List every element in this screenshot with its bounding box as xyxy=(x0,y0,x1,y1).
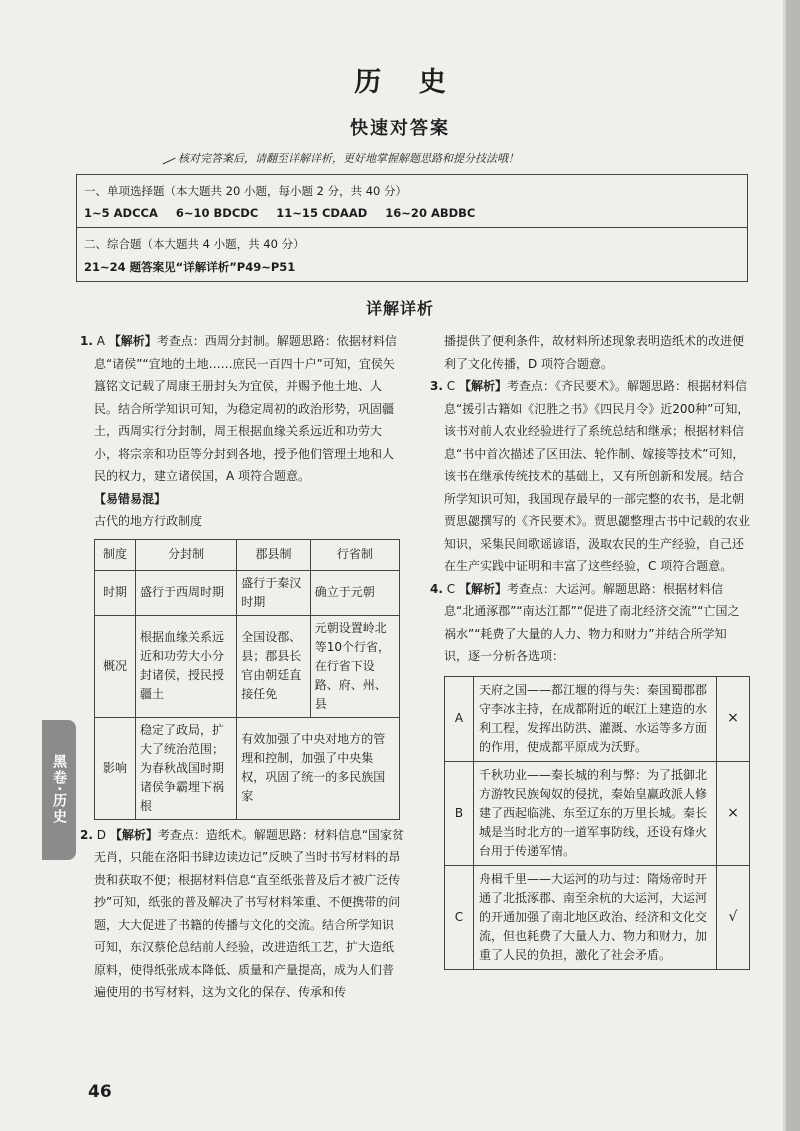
table-row xyxy=(95,570,400,615)
left-column xyxy=(80,330,405,1004)
table-cell: 元朝设置岭北等10个行省，在行省下设路、府、州、县 xyxy=(310,615,399,717)
table-cell: 全国设郡、县；郡县长官由朝廷直接任免 xyxy=(237,615,310,717)
side-tab: 黑卷·历史 xyxy=(42,720,76,860)
page-number: 46 xyxy=(88,1082,112,1102)
quick-answer-title: 快速对答案 xyxy=(350,118,450,139)
table-cell: 稳定了政局，扩大了统治范围；为春秋战国时期诸侯争霸埋下祸根 xyxy=(136,717,237,819)
answer-section-1 xyxy=(77,175,747,228)
section-1-title: 一、单项选择题（本大题共 20 小题，每小题 2 分，共 40 分） xyxy=(84,184,408,198)
check-mark-icon: √ xyxy=(717,865,750,969)
table-cell: 盛行于秦汉时期 xyxy=(237,570,310,615)
question-4: 4. C 【解析】考查点：大运河。解题思路：根据材料信息“北通涿郡”“南达江都”“促进了南北经济交流”“亡国之祸水”“耗费了大量的人力、物力和财力”并结合所学知识，逐一分析各选项： xyxy=(430,581,740,663)
page-title: 历 史 xyxy=(354,67,460,98)
option-text: 舟楫千里——大运河的功与过：隋炀帝时开通了北抵涿郡、南至余杭的大运河，大运河的开通加强了南北地区政治、经济和文化交流，但也耗费了大量人力、物力和财力，加重了人民的负担，激化了社会矛盾。 xyxy=(474,865,717,969)
answer-section-2 xyxy=(77,228,747,281)
answer-group: 6~10 BDCDC xyxy=(175,206,259,220)
detail-section-title: 详解详析 xyxy=(365,299,434,318)
option-row xyxy=(445,676,750,761)
option-text: 千秋功业——秦长城的利与弊：为了抵御北方游牧民族匈奴的侵扰，秦始皇赢政派人修建了西起临洮、东至辽东的万里长城。秦长城是当时北方的一道军事防线，还设有烽火台用于传递军情。 xyxy=(474,761,717,865)
table-row xyxy=(95,717,400,819)
answer-group: 1~5 ADCCA xyxy=(84,206,158,220)
question-3: 3. C 【解析】考查点：《齐民要术》。解题思路：根据材料信息“援引古籍如《氾胜之书》《四民月令》近200种”可知，该书对前人农业经验进行了系统总结和继承；根据材料信息“书中首次描述了区田法、轮作制、嫁接等技术”可知，该书在继承传统技术的基础上，又有所创新和发展。结合所学知识可知，我国现存最早的一部完整的农书，是北朝贾思勰撰写的《齐民要术》。贾思勰整理古书中记载的农业知识，采集民间歌谣谚语，汲取农民的生产经验，自己还在生产实践中证明和丰富了这些经验，C 项符合题意。 xyxy=(430,379,751,573)
question-2: 2. D 【解析】考查点：造纸术。解题思路：材料信息“国家贫无肖，只能在洛阳书肆边读边记”反映了当时书写材料的昂贵和获取不便；根据材料信息“直至纸张普及后才被广泛传抄”可知，纸张的普及解决了书写材料笨重、不便携带的问题，大大促进了书籍的传播与文化的交流。结合所学知识可知，东汉蔡伦总结前人经验，改进造纸工艺，扩大造纸原料，使得纸张成本降低、质量和产量提高，成为人们普遍使用的书写材料，这为文化的保存、传承和传 xyxy=(80,827,405,999)
table-header: 行省制 xyxy=(310,539,399,570)
table-cell: 确立于元朝 xyxy=(310,570,399,615)
wrong-mark-icon: × xyxy=(717,676,750,761)
question-1: 1. A 【解析】考查点：西周分封制。解题思路：依据材料信息“诸侯”“宜地的土地……庶民一百四十户”可知，宜侯矢簋铭文记载了周康王册封夨为宜侯，并赐予他土地、人民。结合所学知识可知，为稳定周初的政治形势，巩固疆土，西周实行分封制，周王根据血缘关系远近和功劳大小，将宗亲和功臣等分封到各地，授予他们管理土地和人民的权力，建立诸侯国，A 项符合题意。 xyxy=(80,334,397,483)
wrong-mark-icon: × xyxy=(717,761,750,865)
row-label: 影响 xyxy=(95,717,136,819)
instruction-note xyxy=(160,150,660,166)
table-header-row xyxy=(95,539,400,570)
table-cell: 根据血缘关系远近和功劳大小分封诸侯，授民授疆土 xyxy=(136,615,237,717)
option-letter: A xyxy=(445,676,474,761)
table-cell: 有效加强了中央对地方的管理和控制，加强了中央集权，巩固了统一的多民族国家 xyxy=(237,717,400,819)
confuse-heading: 【易错易混】 xyxy=(94,491,167,506)
answer-key-box xyxy=(76,174,748,282)
option-letter: C xyxy=(445,865,474,969)
section-2-title: 二、综合题（本大题共 4 小题，共 40 分） xyxy=(84,237,305,251)
section-1-answers xyxy=(84,206,489,220)
answer-group: 11~15 CDAAD xyxy=(276,206,368,220)
question-2-continued: 播提供了便利条件，故材料所述现象表明造纸术的改进便利了文化传播，D 项符合题意。 xyxy=(444,334,745,371)
option-letter: B xyxy=(445,761,474,865)
answer-group: 16~20 ABDBC xyxy=(385,206,476,220)
right-column xyxy=(430,330,750,970)
table-header: 郡县制 xyxy=(237,539,310,570)
section-2-line: 21~24 题答案见“详解详析”P49~P51 xyxy=(84,260,296,274)
pen-icon xyxy=(158,149,175,165)
row-label: 概况 xyxy=(95,615,136,717)
scan-edge xyxy=(786,0,800,1131)
table-header: 制度 xyxy=(95,539,136,570)
option-row xyxy=(445,761,750,865)
instruction-note-text: 核对完答案后，请翻至详解详析，更好地掌握解题思路和提分技法哦！ xyxy=(178,152,519,165)
row-label: 时期 xyxy=(95,570,136,615)
option-text: 天府之国——都江堰的得与失：秦国蜀郡郡守李冰主持，在成都附近的岷江上建造的水利工程，发挥出防洪、灌溉、水运等多方面的作用，使成都平原成为沃野。 xyxy=(474,676,717,761)
admin-system-table xyxy=(94,539,400,820)
table-title: 古代的地方行政制度 xyxy=(94,514,203,528)
table-row xyxy=(95,615,400,717)
table-header: 分封制 xyxy=(136,539,237,570)
table-cell: 盛行于西周时期 xyxy=(136,570,237,615)
option-row xyxy=(445,865,750,969)
option-analysis-table xyxy=(444,676,750,970)
